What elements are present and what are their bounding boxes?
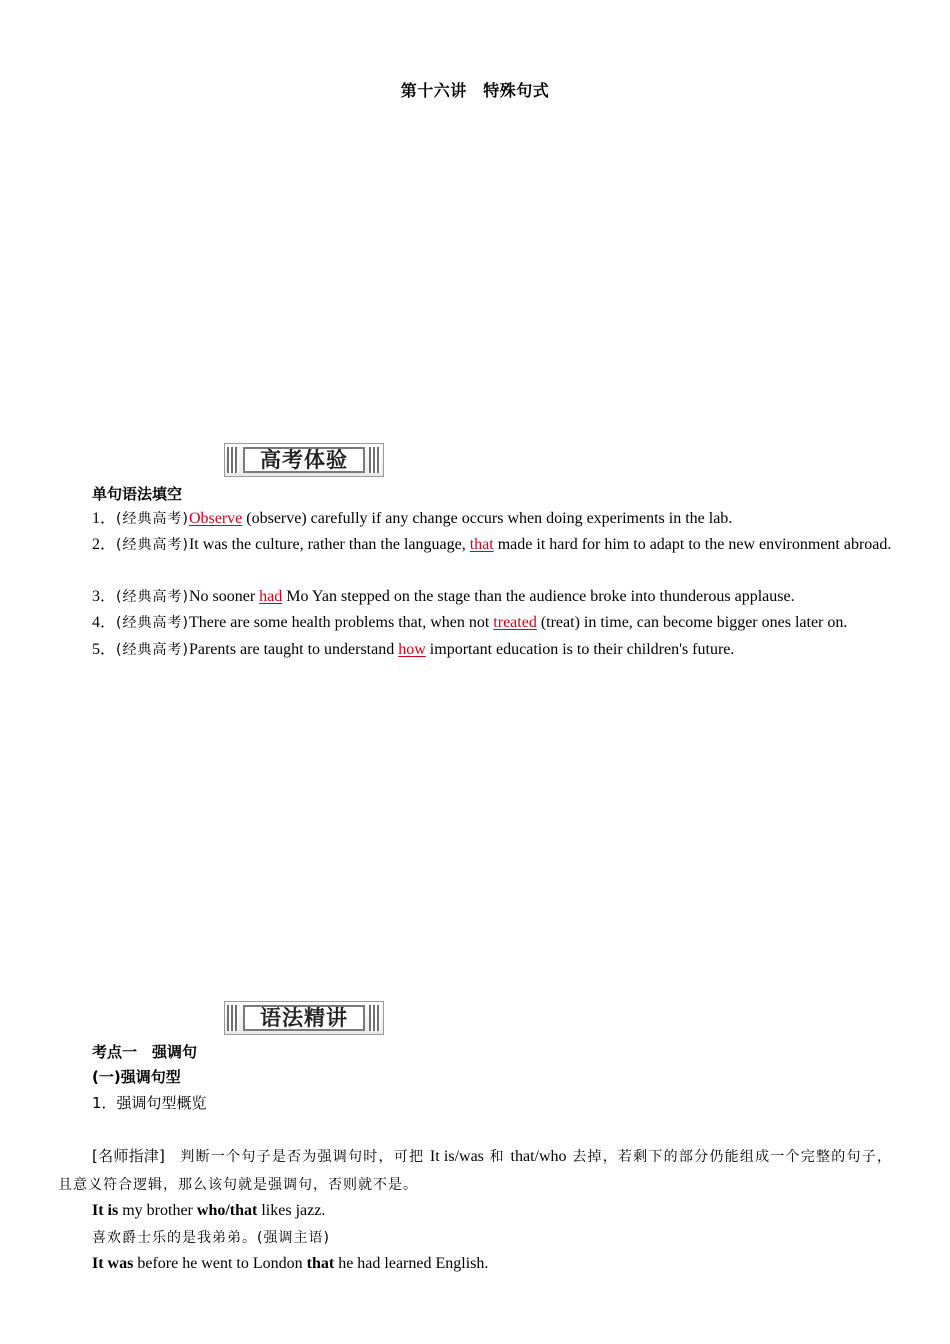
question-source: (经典高考) — [116, 642, 189, 658]
question-number: 5． — [92, 641, 117, 658]
question-source: (经典高考) — [116, 537, 189, 553]
tip-text: 判断一个句子是否为强调句时，可把 — [164, 1149, 430, 1165]
example-text: he had learned English. — [334, 1255, 489, 1272]
answer-text: treated — [493, 614, 537, 631]
section-banner-grammar — [224, 1001, 384, 1035]
question-source: (经典高考) — [116, 511, 189, 527]
banner-stripes-right — [369, 1005, 381, 1031]
emphasis-word: who/that — [196, 1202, 258, 1219]
list-item: 1．强调句型概览 — [92, 1094, 207, 1112]
tip-label: [名师指津] — [92, 1147, 165, 1165]
tip-en: It is/was — [429, 1148, 484, 1165]
section-heading: 单句语法填空 — [92, 485, 183, 503]
example-text: likes jazz. — [257, 1202, 326, 1219]
banner-label: 语法精讲 — [243, 1005, 365, 1031]
page-title: 第十六讲 特殊句式 — [400, 81, 550, 100]
question-text-before: Parents are taught to understand — [188, 641, 399, 658]
example-sentence — [92, 1201, 325, 1221]
example-text: my brother — [118, 1202, 197, 1219]
question-number: 1． — [92, 510, 117, 527]
answer-text: how — [398, 641, 426, 658]
question-text-after: Mo Yan stepped on the stage than the audience broke into thunderous applause. — [282, 588, 795, 605]
emphasis-word: that — [306, 1255, 335, 1272]
emphasis-word: It was — [92, 1255, 134, 1272]
answer-text: Observe — [188, 510, 243, 527]
question-text-after: made it hard for him to adapt to the new environment abroad. — [493, 536, 892, 553]
answer-text: that — [469, 536, 494, 553]
question-text-before: It was the culture, rather than the language, — [188, 536, 470, 553]
question-2 — [58, 532, 892, 558]
answer-text: had — [259, 588, 283, 605]
tip-text: 和 — [483, 1149, 511, 1165]
section-banner-gaokao — [224, 443, 384, 477]
question-text-after: (observe) carefully if any change occurs when doing experiments in the lab. — [242, 510, 733, 527]
question-source: (经典高考) — [116, 615, 189, 631]
question-number: 4． — [92, 614, 117, 631]
example-sentence — [92, 1254, 488, 1274]
question-text-after: (treat) in time, can become bigger ones later on. — [536, 614, 848, 631]
tip-en: that/who — [510, 1148, 567, 1165]
question-text-before: There are some health problems that, when not — [188, 614, 494, 631]
sub-heading: (一)强调句型 — [92, 1068, 181, 1086]
tip-text: 去掉，若剩下的部分仍能组成一个完整的句子，且意义符合逻辑，那么该句就是强调句，否则就不是。 — [58, 1149, 892, 1193]
question-5 — [92, 640, 734, 660]
question-1 — [92, 509, 732, 529]
emphasis-word: It is — [92, 1202, 119, 1219]
banner-label: 高考体验 — [243, 447, 365, 473]
banner-stripes-right — [369, 447, 381, 473]
question-3 — [92, 587, 795, 607]
question-number: 2． — [92, 536, 117, 553]
example-text: before he went to London — [133, 1255, 307, 1272]
question-text-before: No sooner — [188, 588, 260, 605]
question-number: 3． — [92, 588, 117, 605]
banner-stripes-left — [227, 1005, 239, 1031]
topic-heading: 考点一 强调句 — [92, 1043, 198, 1061]
question-text-after: important education is to their children's future. — [425, 641, 735, 658]
example-translation: 喜欢爵士乐的是我弟弟。(强调主语) — [92, 1230, 330, 1246]
question-4 — [92, 613, 847, 633]
banner-stripes-left — [227, 447, 239, 473]
question-source: (经典高考) — [116, 589, 189, 605]
teacher-tip — [58, 1142, 892, 1199]
